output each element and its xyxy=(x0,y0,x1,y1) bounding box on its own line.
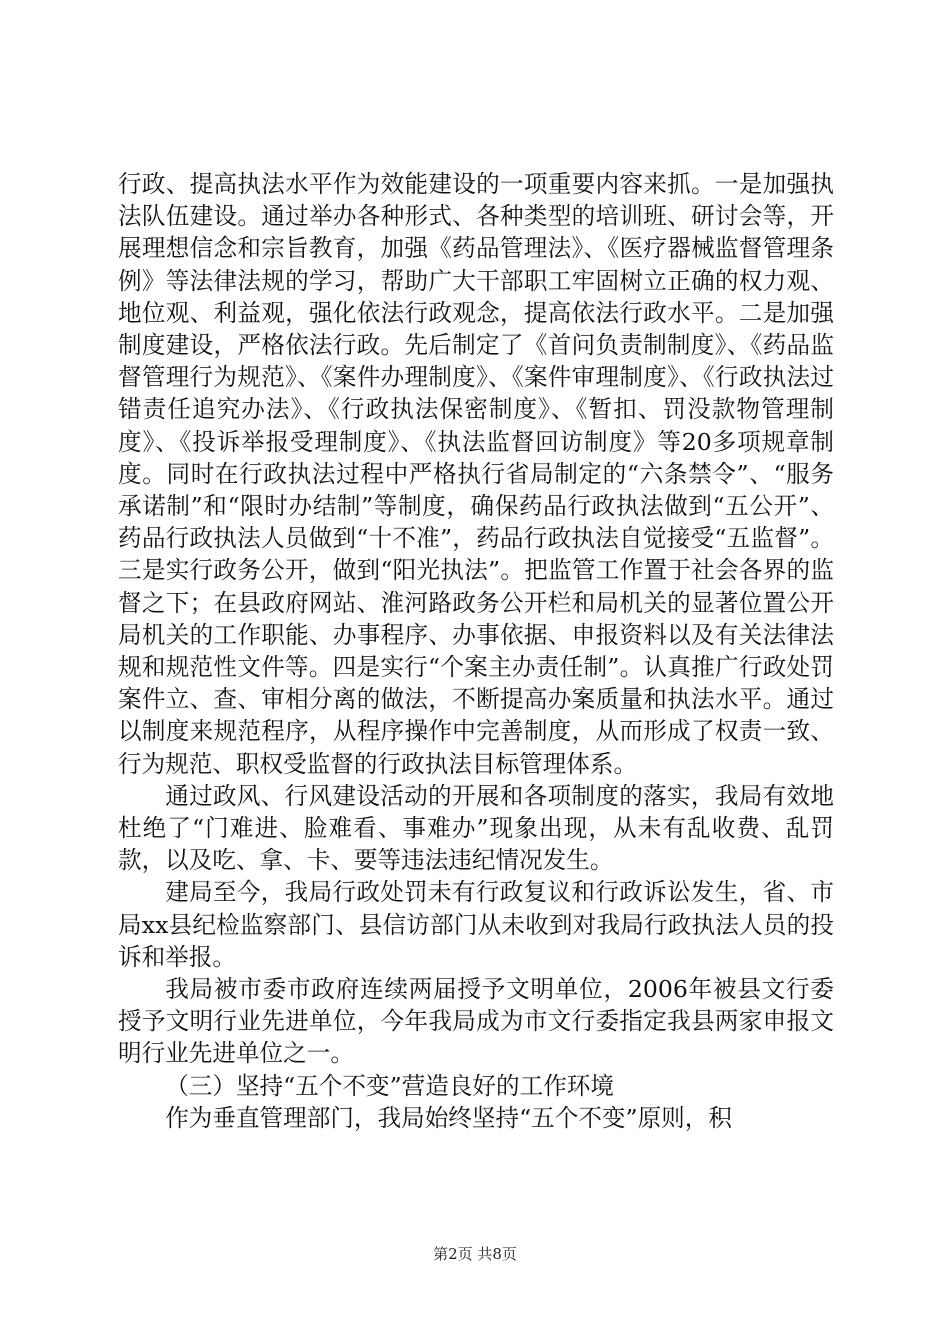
paragraph-4: 我局被市委市政府连续两届授予文明单位，2006年被县文行委授予文明行业先进单位，今年我局成为市文行委指定我县两家申报文明行业先进单位之一。 xyxy=(118,975,834,1068)
document-body xyxy=(118,168,834,1134)
paragraph-2: 通过政风、行风建设活动的开展和各项制度的落实，我局有效地杜绝了“门难进、脸难看、事难办”现象出现，从未有乱收费、乱罚款，以及吃、拿、卡、要等违法违纪情况发生。 xyxy=(118,781,834,875)
page-footer: 第2页 共8页 xyxy=(433,1245,517,1263)
section-heading: （三）坚持“五个不变”营造良好的工作环境 xyxy=(165,1071,614,1100)
paragraph-1: 行政、提高执法水平作为效能建设的一项重要内容来抓。一是加强执法队伍建设。通过举办各种形式、各种类型的培训班、研讨会等，开展理想信念和宗旨教育，加强《药品管理法》、《医疗器械监督管理条例》等法律法规的学习，帮助广大干部职工牢固树立正确的权力观、地位观、利益观，强化依法行政观念，提高依法行政水平。二是加强制度建设，严格依法行政。先后制定了《首问负责制制度》、《药品监督管理行为规范》、《案件办理制度》、《案件审理制度》、《行政执法过错责任追究办法》、《行政执法保密制度》、《暂扣、罚没款物管理制度》、《投诉举报受理制度》、《执法监督回访制度》等20多项规章制度。同时在行政执法过程中严格执行省局制定的“六条禁令”、“服务承诺制”和“限时办结制”等制度，确保药品行政执法做到“五公开”、药品行政执法人员做到“十不准”，药品行政执法自觉接受“五监督”。三是实行政务公开，做到“阳光执法”。把监管工作置于社会各界的监督之下；在县政府网站、淮河路政务公开栏和局机关的显著位置公开局机关的工作职能、办事程序、办事依据、申报资料以及有关法律法规和规范性文件等。四是实行“个案主办责任制”。认真推广行政处罚案件立、查、审相分离的做法，不断提高办案质量和执法水平。通过以制度来规范程序，从程序操作中完善制度，从而形成了权责一致、行为规范、职权受监督的行政执法目标管理体系。 xyxy=(118,170,834,778)
paragraph-5: 作为垂直管理部门，我局始终坚持“五个不变”原则，积 xyxy=(165,1103,732,1132)
paragraph-3: 建局至今，我局行政处罚未有行政复议和行政诉讼发生，省、市局xx县纪检监察部门、县信访部门从未收到对我局行政执法人员的投诉和举报。 xyxy=(118,878,834,971)
